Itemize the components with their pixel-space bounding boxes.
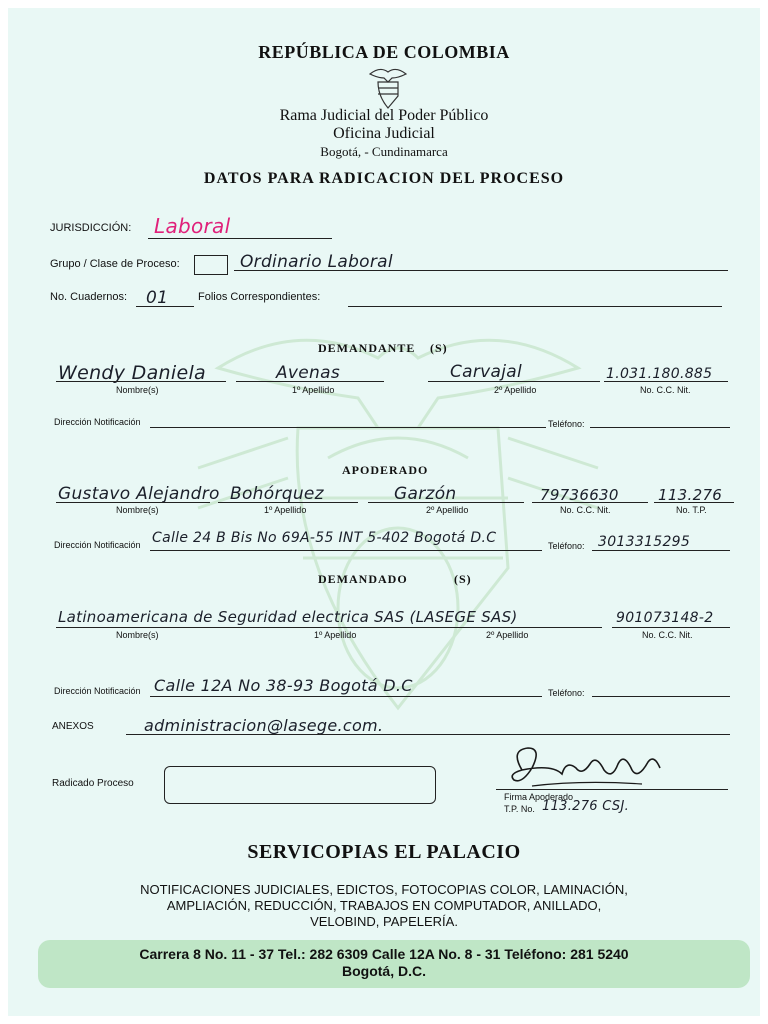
- demandado-telefono-line: [592, 696, 730, 697]
- apoderado-telefono-label: Teléfono:: [548, 541, 585, 551]
- apoderado-apellido1-label: 1º Apellido: [264, 505, 307, 515]
- city-heading: Bogotá, - Cundinamarca: [320, 144, 448, 159]
- firma-tp-value: 113.276 CSJ.: [542, 799, 630, 814]
- apoderado-direccion-line: [150, 550, 542, 551]
- demandado-title: DEMANDADO: [318, 572, 408, 586]
- demandante-cc[interactable]: 1.031.180.885: [606, 366, 713, 382]
- demandado-nombre-label: Nombre(s): [116, 630, 159, 640]
- grupo-checkbox[interactable]: [194, 255, 228, 275]
- demandado-direccion-line: [150, 696, 542, 697]
- apoderado-apellido2[interactable]: Garzón: [394, 484, 457, 504]
- demandado-apellido1-label: 1º Apellido: [314, 630, 357, 640]
- jurisdiccion-value[interactable]: Laboral: [154, 214, 231, 238]
- apoderado-cc-line: [532, 502, 648, 503]
- demandado-direccion-label: Dirección Notificación: [54, 686, 141, 696]
- demandante-telefono-label: Teléfono:: [548, 419, 585, 429]
- demandante-direccion-line: [150, 427, 546, 428]
- apoderado-tp[interactable]: 113.276: [658, 486, 723, 504]
- apoderado-direccion-label: Dirección Notificación: [54, 540, 141, 550]
- branch-heading: Rama Judicial del Poder Público: [279, 107, 489, 124]
- firma-label: Firma Apoderado: [504, 792, 574, 802]
- apoderado-nombre-label: Nombre(s): [116, 505, 159, 515]
- radicado-label: Radicado Proceso: [52, 778, 134, 789]
- demandante-nombre-label: Nombre(s): [116, 385, 159, 395]
- apoderado-apellido2-line: [368, 502, 524, 503]
- cuadernos-line: [136, 306, 194, 307]
- grupo-label: Grupo / Clase de Proceso:: [50, 258, 180, 270]
- demandado-cc-label: No. C.C. Nit.: [642, 630, 693, 640]
- grupo-value[interactable]: Ordinario Laboral: [240, 252, 393, 272]
- anexos-value[interactable]: administracion@lasege.com.: [144, 716, 384, 735]
- office-heading: Oficina Judicial: [333, 125, 435, 142]
- footer-address: Carrera 8 No. 11 - 37 Tel.: 282 6309 Calle 12A No. 8 - 31 Teléfono: 281 5240: [139, 946, 629, 962]
- firma-line: [496, 789, 728, 790]
- demandado-apellido2-label: 2º Apellido: [486, 630, 529, 640]
- apoderado-telefono-value[interactable]: 3013315295: [598, 534, 691, 550]
- apoderado-direccion-value[interactable]: Calle 24 B Bis No 69A-55 INT 5-402 Bogotá D.C: [152, 530, 497, 546]
- anexos-line: [126, 734, 730, 735]
- services-line-1: NOTIFICACIONES JUDICIALES, EDICTOS, FOTOCOPIAS COLOR, LAMINACIÓN,: [140, 882, 628, 897]
- demandante-title: DEMANDANTE: [318, 341, 416, 355]
- apoderado-cc-label: No. C.C. Nit.: [560, 505, 611, 515]
- grupo-line: [234, 270, 728, 271]
- coat-of-arms-icon: [366, 64, 410, 110]
- demandante-title-suffix: (S): [430, 341, 448, 355]
- folios-label: Folios Correspondientes:: [198, 291, 321, 303]
- form-page: [8, 8, 760, 1016]
- demandado-title-suffix: (S): [454, 572, 472, 586]
- apoderado-nombre[interactable]: Gustavo Alejandro: [58, 484, 220, 504]
- anexos-label: ANEXOS: [52, 721, 94, 732]
- apoderado-tp-label: No. T.P.: [676, 505, 707, 515]
- apoderado-tp-line: [654, 502, 734, 503]
- country-heading: REPÚBLICA DE COLOMBIA: [258, 42, 510, 62]
- jurisdiccion-line: [148, 238, 332, 239]
- apoderado-apellido1-line: [218, 502, 358, 503]
- firma-tp-label: T.P. No.: [504, 804, 535, 814]
- demandante-apellido2-label: 2º Apellido: [494, 385, 537, 395]
- demandado-direccion-value[interactable]: Calle 12A No 38-93 Bogotá D.C: [154, 676, 413, 695]
- demandado-telefono-label: Teléfono:: [548, 688, 585, 698]
- demandante-cc-label: No. C.C. Nit.: [640, 385, 691, 395]
- demandante-direccion-label: Dirección Notificación: [54, 417, 141, 427]
- coat-of-arms-watermark-icon: [178, 308, 618, 738]
- apoderado-title: APODERADO: [342, 463, 429, 477]
- folios-line: [348, 306, 722, 307]
- company-name: SERVICOPIAS EL PALACIO: [247, 841, 521, 863]
- demandante-apellido1-line: [236, 381, 384, 382]
- radicado-input[interactable]: [164, 766, 436, 804]
- apoderado-apellido2-label: 2º Apellido: [426, 505, 469, 515]
- signature-image: [492, 740, 672, 796]
- footer-city: Bogotá, D.C.: [342, 963, 426, 979]
- demandante-nombre[interactable]: Wendy Daniela: [58, 362, 206, 384]
- form-title: DATOS PARA RADICACION DEL PROCESO: [203, 170, 565, 187]
- demandante-telefono-line: [590, 427, 730, 428]
- demandante-nombre-line: [56, 381, 226, 382]
- apoderado-apellido1[interactable]: Bohórquez: [230, 484, 324, 504]
- services-line-2: AMPLIACIÓN, REDUCCIÓN, TRABAJOS EN COMPUTADOR, ANILLADO,: [166, 898, 602, 913]
- demandado-nit[interactable]: 901073148-2: [616, 610, 714, 626]
- services-line-3: VELOBIND, PAPELERÍA.: [310, 914, 458, 929]
- demandante-cc-line: [604, 381, 728, 382]
- apoderado-cc[interactable]: 79736630: [540, 486, 619, 504]
- demandado-nombre-line: [56, 627, 602, 628]
- demandante-apellido1[interactable]: Avenas: [276, 363, 340, 383]
- demandado-nit-line: [612, 627, 730, 628]
- cuadernos-label: No. Cuadernos:: [50, 291, 128, 303]
- cuadernos-value[interactable]: 01: [146, 288, 169, 308]
- demandante-apellido1-label: 1º Apellido: [292, 385, 335, 395]
- apoderado-telefono-line: [592, 550, 730, 551]
- demandante-apellido2-line: [428, 381, 600, 382]
- apoderado-nombre-line: [56, 502, 210, 503]
- jurisdiccion-label: JURISDICCIÓN:: [50, 222, 132, 234]
- demandante-apellido2[interactable]: Carvajal: [450, 362, 523, 382]
- demandado-nombre[interactable]: Latinoamericana de Seguridad electrica SAS (LASEGE SAS): [58, 608, 518, 626]
